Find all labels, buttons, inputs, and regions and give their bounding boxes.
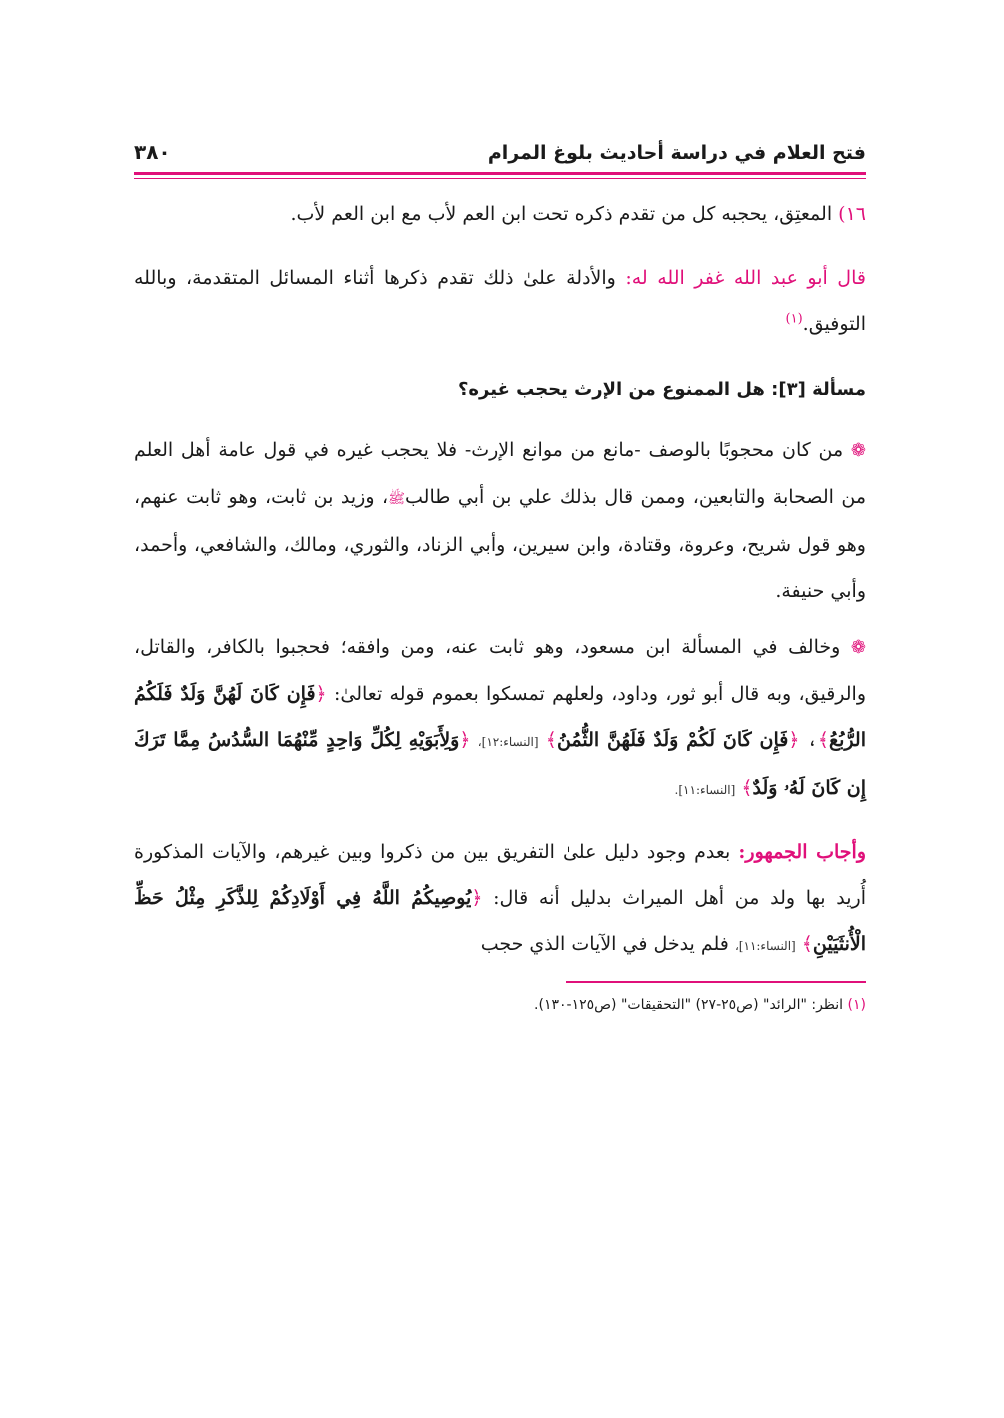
footnote [134,993,866,1017]
flower-bullet-icon: ❁ [850,637,866,658]
footnote-marker[interactable]: (١) [785,311,803,327]
author-speaker: قال أبو عبد الله غفر الله له: [625,267,866,289]
answer-text-2: فلم يدخل في الآيات الذي حجب [480,933,729,955]
verse-reference: [النساء:١٢]، [477,735,539,749]
dissent-paragraph [134,624,866,813]
quran-verse-4: يُوصِيكُمُ اللَّهُ فِي أَوْلَادِكُمْ لِلذَّكَرِ مِثْلُ حَظِّ الْأُنثَيَيْنِ [134,887,866,955]
verse-open-bracket: ﴿ [459,729,471,751]
header-rule-thick [134,172,866,175]
header-rule-thin [134,178,866,179]
verse-separator: ، [806,729,818,751]
verse-open-bracket: ﴿ [788,729,800,751]
masala-question: هل الممنوع من الإرث يحجب غيره؟ [457,379,765,400]
verse-close-bracket: ﴾ [741,777,753,799]
answer-text: بعدم وجود دليل علىٰ التفريق بين من ذكروا وبين غيرهم، والآيات المذكورة أُريد بها ولد من أهل الميراث بدليل أنه قال: [134,841,866,909]
footnote-text: انظر: "الرائد" (ص٢٥-٢٧) "التحقيقات" (ص١٢٥-١٣٠). [534,997,844,1013]
majority-paragraph [134,427,866,614]
answer-label: وأجاب الجمهور: [738,841,866,863]
verse-close-bracket: ﴾ [801,933,813,955]
author-note-paragraph [134,255,866,347]
quran-verse-2: فَإِن كَانَ لَكُمْ وَلَدٌ فَلَهُنَّ الثُّمُنُ [556,729,789,751]
item-text: المعتِق، يحجبه كل من تقدم ذكره تحت ابن العم لأب مع ابن العم لأب. [290,203,833,225]
document-page [134,120,866,1017]
section-heading [134,375,866,405]
author-note-text: والأدلة علىٰ ذلك تقدم ذكرها أثناء المسائل المتقدمة، وبالله التوفيق. [134,267,866,335]
honorific-icon: ﷺ [388,491,406,507]
flower-bullet-icon: ❁ [850,440,866,461]
item-16 [134,191,866,237]
verse-reference: [النساء:١١]. [674,783,736,797]
item-number: ١٦) [838,203,866,225]
dissent-text: وخالف في المسألة ابن مسعود، وهو ثابت عنه، ومن وافقه؛ فحجبوا بالكافر، والقاتل، والرقيق، وبه قال أبو ثور، وداود، ولعلهم تمسكوا بعموم قوله تعالىٰ: [134,636,867,705]
running-title: فتح العلام في دراسة أحاديث بلوغ المرام [487,142,866,164]
quran-verse-3: وَلِأَبَوَيْهِ لِكُلِّ وَاحِدٍ مِّنْهُمَا السُّدُسُ مِمَّا تَرَكَ إِن كَانَ لَهُۥ وَلَدٌ [134,729,866,799]
masala-label: مسألة [٣]: [771,379,866,400]
answer-paragraph [134,829,866,969]
verse-open-bracket: ﴿ [315,683,327,705]
verse-reference: [النساء:١١]، [734,939,796,953]
footnote-number: (١) [847,997,866,1013]
majority-text: من كان محجوبًا بالوصف -مانع من موانع الإرث- فلا يحجب غيره في قول عامة أهل العلم من الصحابة والتابعين، وممن قال بذلك علي بن أبي طالب [134,439,866,508]
verse-open-bracket: ﴿ [471,887,483,909]
footnote-rule [566,981,866,983]
majority-text-2: ، وزيد بن ثابت، وهو ثابت عنهم، وهو قول شريح، وعروة، وقتادة، وابن سيرين، وأبي الزناد، والثوري، ومالك، والشافعي، وأحمد، وأبي حنيفة. [134,486,866,602]
page-header [134,120,866,164]
verse-close-bracket: ﴾ [545,729,557,751]
verse-close-bracket: ﴾ [817,729,830,751]
quran-verse-1: فَإِن كَانَ لَهُنَّ وَلَدٌ فَلَكُمُ الرُّبُعُ [134,683,866,751]
page-number: ٣٨٠ [134,140,171,164]
